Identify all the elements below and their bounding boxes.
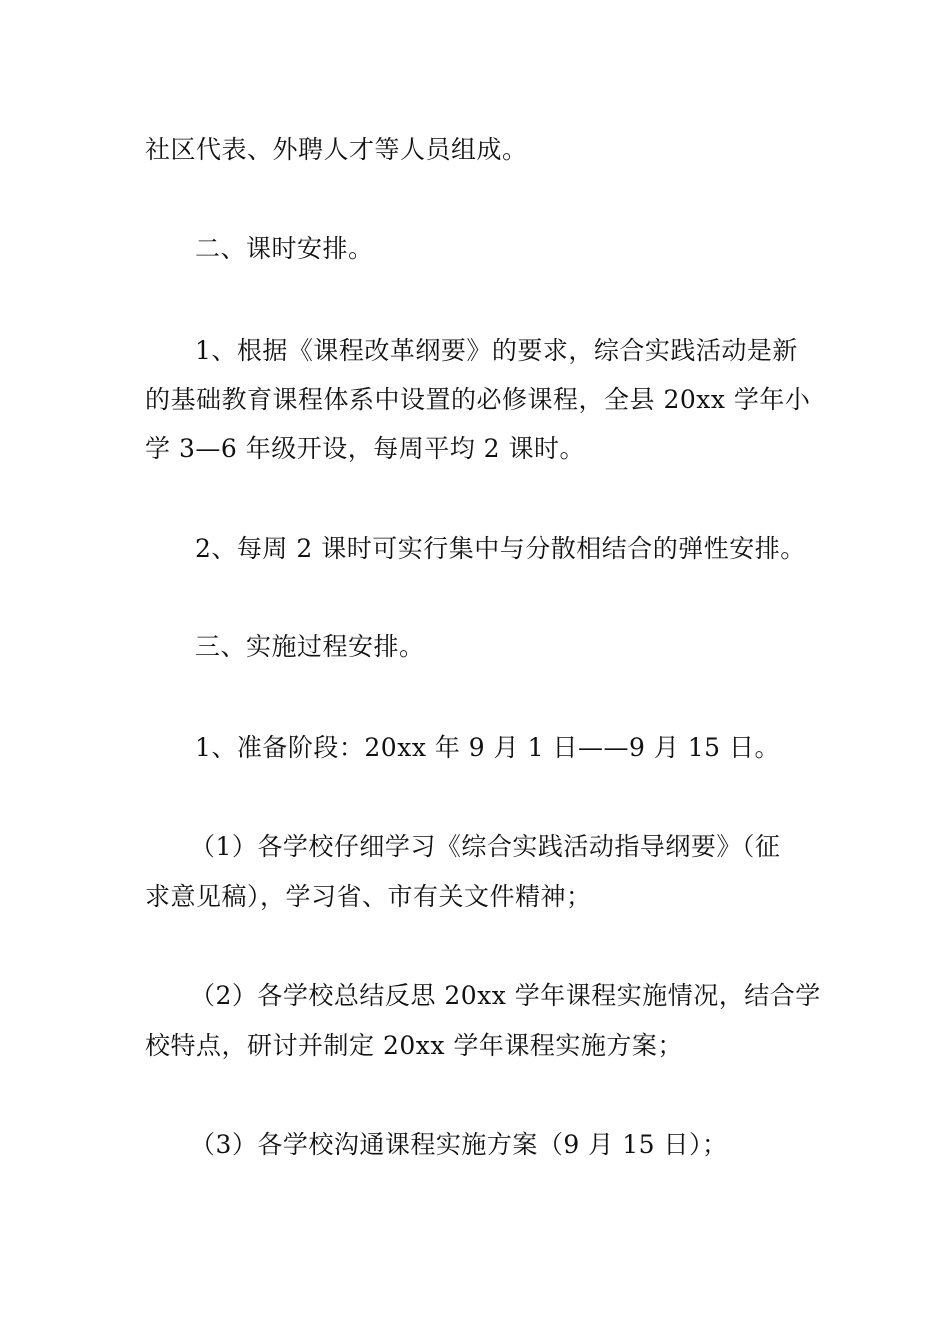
item-1-line-2: 求意见稿），学习省、市有关文件精神； xyxy=(145,882,592,911)
item-1-line-1: （1）各学校仔细学习《综合实践活动指导纲要》（征 xyxy=(190,832,781,861)
text-line-1: 社区代表、外聘人才等人员组成。 xyxy=(145,135,528,164)
paragraph-line-1: 1、根据《课程改革纲要》的要求，综合实践活动是新 xyxy=(195,336,798,365)
section-heading-2: 二、课时安排。 xyxy=(195,234,374,263)
item-2-line-2: 校特点，研讨并制定 20xx 学年课程实施方案； xyxy=(145,1031,683,1060)
item-3-line-1: （3）各学校沟通课程实施方案（9 月 15 日）； xyxy=(190,1130,728,1159)
paragraph-line-2: 的基础教育课程体系中设置的必修课程，全县 20xx 学年小 xyxy=(145,385,811,414)
section-heading-3: 三、实施过程安排。 xyxy=(195,632,425,661)
stage-heading-1: 1、准备阶段：20xx 年 9 月 1 日——9 月 15 日。 xyxy=(195,733,781,762)
paragraph-line-3: 学 3—6 年级开设，每周平均 2 课时。 xyxy=(145,434,586,463)
item-2-line-1: （2）各学校总结反思 20xx 学年课程实施情况，结合学 xyxy=(190,981,821,1010)
paragraph-2: 2、每周 2 课时可实行集中与分散相结合的弹性安排。 xyxy=(195,534,806,563)
